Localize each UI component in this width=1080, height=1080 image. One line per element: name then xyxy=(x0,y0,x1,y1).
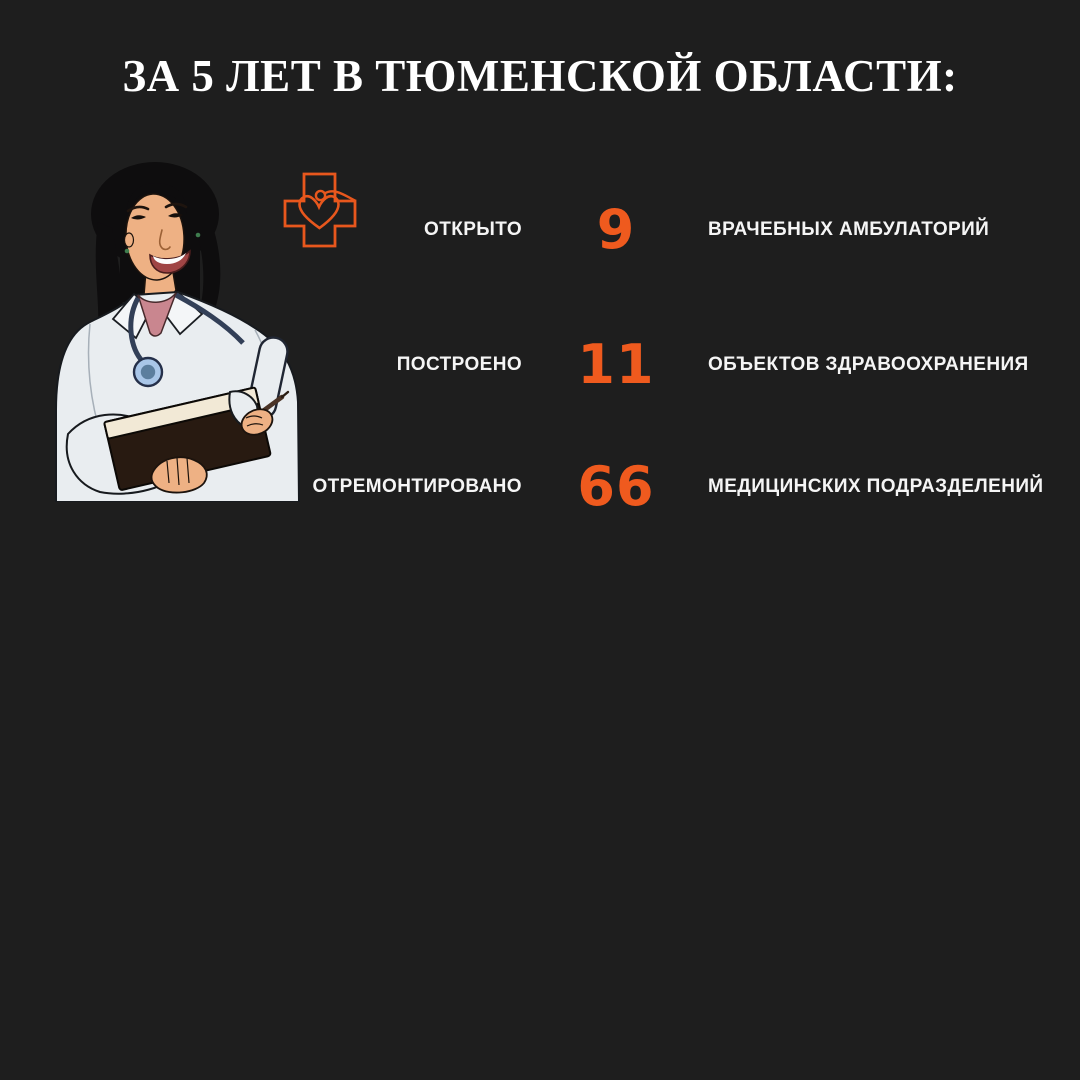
stat-action-label: ОТКРЫТО xyxy=(424,219,522,240)
page-title: ЗА 5 ЛЕТ В ТЮМЕНСКОЙ ОБЛАСТИ: xyxy=(122,51,958,101)
stat-row-opened xyxy=(0,194,1080,266)
stat-action-label: ПОСТРОЕНО xyxy=(396,354,522,375)
stat-object-label: МЕДИЦИНСКИХ ПОДРАЗДЕЛЕНИЙ xyxy=(708,476,1044,497)
stat-action-label: ОТРЕМОНТИРОВАНО xyxy=(312,476,522,497)
stat-object-label: ВРАЧЕБНЫХ АМБУЛАТОРИЙ xyxy=(708,219,990,240)
stat-value: 66 xyxy=(577,455,655,518)
stat-row-renovated xyxy=(0,451,1080,523)
stat-row-built xyxy=(0,329,1080,401)
stat-object-label: ОБЪЕКТОВ ЗДРАВООХРАНЕНИЯ xyxy=(708,354,1029,375)
stat-value: 9 xyxy=(596,198,636,261)
stat-value: 11 xyxy=(577,333,655,396)
